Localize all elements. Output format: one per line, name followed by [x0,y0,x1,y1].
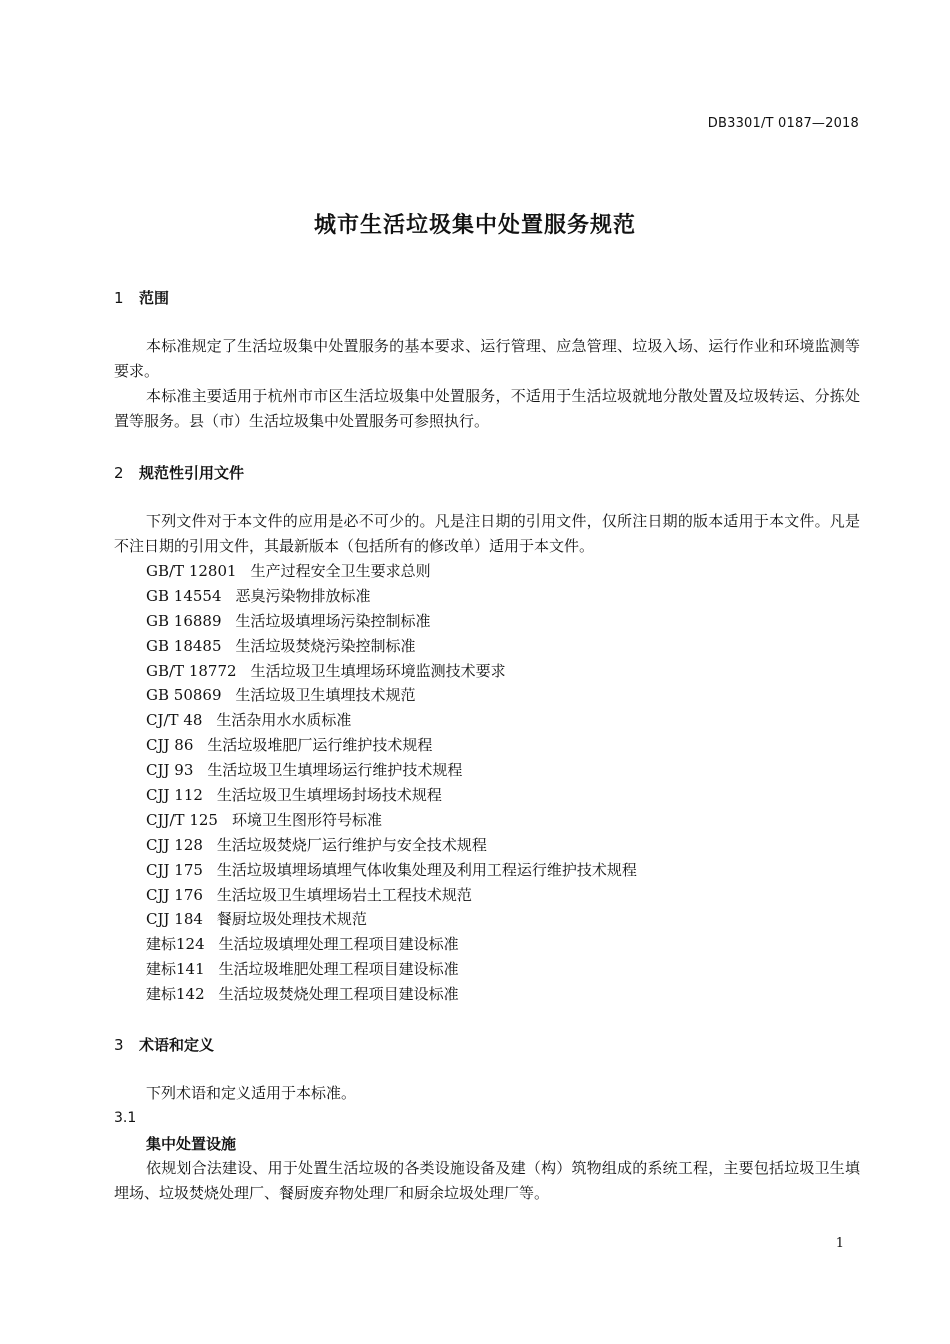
reference-item [146,858,637,883]
section-1-number: 1 [114,289,124,307]
reference-item [146,708,637,733]
reference-title: 生活垃圾堆肥厂运行维护技术规程 [207,736,433,755]
reference-code: CJJ 112 [146,786,203,805]
reference-title: 生活垃圾卫生填埋场封场技术规程 [216,786,442,805]
reference-title: 生活垃圾焚烧厂运行维护与安全技术规程 [216,835,487,854]
reference-title: 环境卫生图形符号标准 [231,810,382,829]
document-title: 城市生活垃圾集中处置服务规范 [313,213,636,238]
scope-paragraph-2: 本标准主要适用于杭州市市区生活垃圾集中处置服务，不适用于生活垃圾就地分散处置及垃圾转运、分拣处置等服务。县（市）生活垃圾集中处置服务可参照执行。 [114,387,860,430]
reference-item [146,733,637,758]
clause-number: 3.1 [114,1110,137,1126]
reference-code: GB/T 18772 [146,661,237,680]
reference-list [146,559,637,1007]
reference-item [146,883,637,908]
reference-title: 生活杂用水水质标准 [216,711,352,730]
scope-paragraph-1: 本标准规定了生活垃圾集中处置服务的基本要求、运行管理、应急管理、垃圾入场、运行作业和环境监测等要求。 [114,337,860,380]
reference-code: 建标124 [146,935,205,954]
term-definition: 依规划合法建设、用于处置生活垃圾的各类设施设备及建（构）筑物组成的系统工程，主要包括垃圾卫生填埋场、垃圾焚烧处理厂、餐厨废弃物处理厂和厨余垃圾处理厂等。 [114,1159,860,1202]
reference-title: 生活垃圾填埋场污染控制标准 [235,611,431,630]
section-1-title: 范围 [139,289,170,307]
reference-item [146,634,637,659]
section-3-heading [114,1034,214,1055]
reference-title: 生活垃圾堆肥处理工程项目建设标准 [218,960,459,979]
reference-title: 生活垃圾卫生填埋场岩土工程技术规范 [216,885,472,904]
reference-code: GB 50869 [146,686,222,705]
reference-item [146,609,637,634]
reference-item [146,758,637,783]
reference-title: 生活垃圾卫生填埋技术规范 [235,686,416,705]
reference-title: 生活垃圾卫生填埋场环境监测技术要求 [250,661,506,680]
reference-code: GB/T 12801 [146,562,237,580]
reference-item [146,659,637,684]
reference-code: CJJ 128 [146,835,203,854]
section-3-number: 3 [114,1036,124,1054]
reference-code: GB 14554 [146,586,222,605]
reference-code: CJJ 176 [146,885,203,904]
reference-item [146,783,637,808]
term-name: 集中处置设施 [146,1135,237,1153]
reference-item [146,683,637,708]
reference-title: 生活垃圾焚烧污染控制标准 [235,636,416,655]
reference-code: CJJ 86 [146,736,194,755]
reference-code: CJJ 184 [146,910,203,929]
section-2-heading [114,462,244,483]
reference-item [146,833,637,858]
reference-title: 餐厨垃圾处理技术规范 [216,910,367,929]
reference-code: 建标141 [146,960,205,979]
reference-item [146,982,637,1007]
reference-title: 恶臭污染物排放标准 [235,586,371,605]
reference-code: CJJ 93 [146,761,194,780]
section-3-title: 术语和定义 [139,1036,215,1054]
reference-title: 生活垃圾卫生填埋场运行维护技术规程 [207,761,463,780]
reference-item [146,957,637,982]
reference-item [146,907,637,932]
terms-intro: 下列术语和定义适用于本标准。 [146,1084,357,1102]
reference-title: 生活垃圾焚烧处理工程项目建设标准 [218,985,459,1004]
references-intro: 下列文件对于本文件的应用是必不可少的。凡是注日期的引用文件，仅所注日期的版本适用于本文件。凡是不注日期的引用文件，其最新版本（包括所有的修改单）适用于本文件。 [114,512,860,555]
reference-code: CJ/T 48 [146,711,203,730]
section-1-heading [114,287,169,308]
reference-item [146,559,637,584]
reference-code: CJJ 175 [146,860,203,879]
reference-code: GB 18485 [146,636,222,655]
reference-code: CJJ/T 125 [146,810,218,829]
reference-item [146,932,637,957]
reference-item [146,808,637,833]
document-code: DB3301/T 0187—2018 [707,116,859,131]
reference-code: GB 16889 [146,611,222,630]
reference-code: 建标142 [146,985,205,1004]
reference-item [146,584,637,609]
reference-title: 生活垃圾填埋场填埋气体收集处理及利用工程运行维护技术规程 [216,860,637,879]
reference-title: 生活垃圾填埋处理工程项目建设标准 [218,935,459,954]
page-number: 1 [835,1236,844,1251]
section-2-title: 规范性引用文件 [139,464,245,482]
section-2-number: 2 [114,464,124,482]
reference-title: 生产过程安全卫生要求总则 [250,562,431,580]
